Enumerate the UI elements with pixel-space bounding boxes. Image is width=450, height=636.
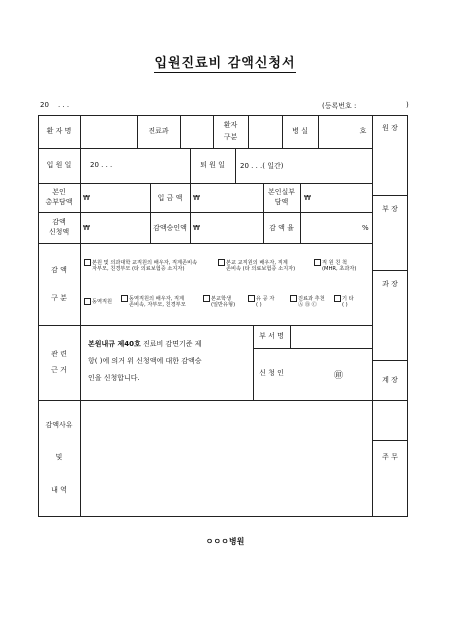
checkbox[interactable]	[218, 259, 225, 266]
basis-label-2: 근 거	[51, 366, 67, 374]
category-label-1: 감 액	[51, 266, 67, 274]
form-table	[38, 115, 408, 517]
form-title: 입원진료비 감액신청서	[154, 56, 296, 71]
category-option-faculty-family[interactable]: 본원 및 의과대학 교직원의 배우자, 직계존비속 자부모, 친경부모 (타 의료보험증 소지자)	[84, 259, 197, 272]
ward-label: 병 실	[292, 127, 308, 135]
checkbox[interactable]	[121, 295, 128, 302]
self-unpaid-won[interactable]: ₩	[304, 194, 311, 202]
category-option-labor-staff[interactable]: 동역직원	[84, 298, 112, 305]
self-pay-won[interactable]: ₩	[83, 194, 90, 202]
department-label: 진료과	[148, 127, 169, 135]
reduction-request-label-1: 감액	[52, 218, 66, 226]
approved-amount-won[interactable]: ₩	[193, 224, 200, 232]
applicant-label: 신 청 인	[259, 369, 284, 377]
seal-mark[interactable]: ㊞	[334, 371, 344, 381]
reason-label-3: 내 역	[51, 486, 67, 494]
percent-sign: %	[362, 224, 369, 232]
category-option-student[interactable]: 본교학생 (일반유형)	[203, 295, 235, 308]
registration-close: )	[406, 101, 409, 109]
reduction-rate-label: 감 액 율	[269, 224, 294, 232]
checkbox[interactable]	[84, 259, 91, 266]
checkbox[interactable]	[314, 259, 321, 266]
hospital-name: ㅇㅇㅇ병원	[205, 537, 245, 546]
reason-label-2: 및	[55, 453, 63, 461]
registration-number-label: (등록번호 :	[322, 102, 357, 110]
date-prefix: 20	[40, 101, 49, 109]
reduction-request-label-2: 신청액	[48, 228, 70, 236]
reason-label-1: 감액사유	[45, 421, 73, 429]
department-name-label: 부 서 명	[259, 332, 284, 340]
basis-label-1: 관 련	[51, 350, 67, 358]
self-unpaid-label-1: 본인실부	[267, 188, 296, 196]
approval-section-chief: 과 장	[382, 280, 398, 288]
checkbox[interactable]	[84, 298, 91, 305]
approval-head: 부 장	[382, 205, 398, 213]
category-option-labor-staff-family[interactable]: 동역직원의 배우자, 직계 존비속, 자부모, 친경부모	[121, 295, 186, 308]
category-option-staff-family[interactable]: 본교 교직원의 배우자, 직계 존비속 (타 의료보험증 소지자)	[218, 259, 295, 272]
checkbox[interactable]	[290, 295, 297, 302]
checkbox[interactable]	[334, 295, 341, 302]
date-dots: . . .	[58, 101, 70, 109]
discharge-date-label: 퇴 원 일	[200, 161, 225, 169]
patient-name-label: 환 자 명	[46, 127, 72, 135]
patient-type-label-1: 환자	[223, 121, 238, 129]
checkbox[interactable]	[248, 295, 255, 302]
self-pay-label-2: 총부담액	[45, 198, 73, 206]
category-label-2: 구 분	[51, 294, 67, 302]
patient-type-label-2: 구분	[223, 133, 238, 141]
approval-team-lead: 계 장	[382, 376, 398, 384]
category-option-dept-recommend[interactable]: 진료과 추천 Ⓐ Ⓑ Ⓒ	[290, 295, 325, 308]
room-suffix: 호	[359, 127, 367, 135]
paid-amount-label: 입 금 액	[157, 194, 183, 202]
approval-director: 원 장	[382, 124, 398, 132]
category-option-other[interactable]: 기 타 ( )	[334, 295, 354, 308]
category-option-veteran[interactable]: 유 공 자 ( )	[248, 295, 274, 308]
self-pay-label-1: 본인	[52, 188, 66, 196]
reduction-request-won[interactable]: ₩	[83, 224, 90, 232]
category-option-staff-relative[interactable]: 직 원 친 척 (MHR, 초과자)	[314, 259, 356, 272]
approval-staff: 주 무	[382, 453, 398, 461]
admission-date-label: 입 원 일	[46, 161, 72, 169]
discharge-date-value[interactable]: 20 . . .( 일간)	[240, 162, 284, 170]
checkbox[interactable]	[203, 295, 210, 302]
basis-statement: 본원내규 제40호 진료비 감면기준 제 항( )에 의거 위 신청액에 대한 감액승 인을 신청합니다.	[88, 340, 202, 382]
self-unpaid-label-2: 담액	[274, 198, 289, 206]
paid-amount-won[interactable]: ₩	[193, 194, 200, 202]
admission-date-value[interactable]: 20 . . .	[90, 161, 113, 169]
approved-amount-label: 감액승인액	[153, 224, 187, 232]
